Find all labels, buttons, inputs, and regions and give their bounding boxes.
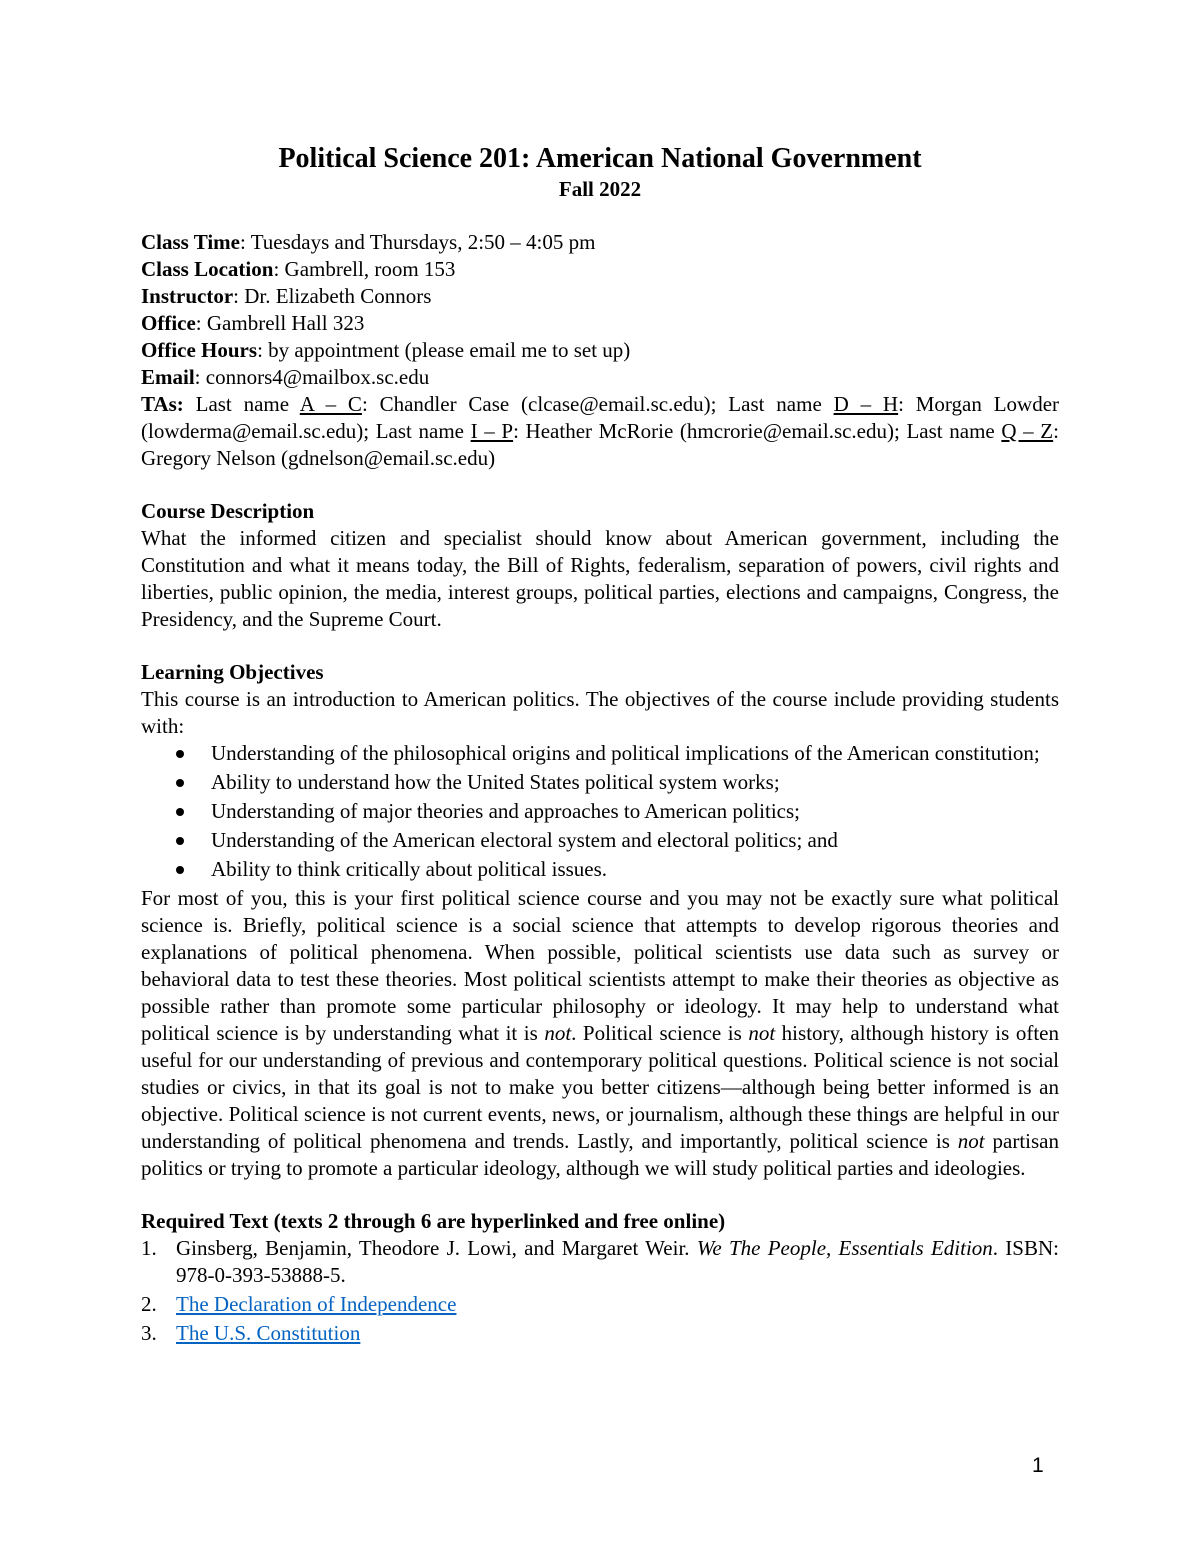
- office-row: [141, 310, 1059, 337]
- bullet-icon: [176, 808, 184, 816]
- emphasis-not: not: [957, 1129, 985, 1153]
- class-location-row: [141, 256, 1059, 283]
- list-item: [141, 769, 1059, 796]
- objective-text: Understanding of the American electoral system and electoral politics; and: [211, 828, 838, 852]
- email-label: Email: [141, 365, 195, 389]
- course-description-heading: Course Description: [141, 499, 315, 523]
- constitution-link[interactable]: The U.S. Constitution: [176, 1321, 361, 1345]
- bullet-icon: [176, 779, 184, 787]
- citation-text: . ISBN: 978-0-393-53888-5.: [176, 1236, 1059, 1287]
- list-item: [141, 1235, 1059, 1289]
- objective-text: Understanding of the philosophical origins and political implications of the American constitution;: [211, 741, 1040, 765]
- class-time-label: Class Time: [141, 230, 240, 254]
- instructor-row: [141, 283, 1059, 310]
- list-number: 1.: [141, 1236, 157, 1260]
- declaration-link[interactable]: The Declaration of Independence: [176, 1292, 457, 1316]
- office-hours-value: : by appointment (please email me to set up): [257, 338, 631, 362]
- book-title: We The People, Essentials Edition: [696, 1236, 993, 1260]
- objective-text: Understanding of major theories and approaches to American politics;: [211, 799, 800, 823]
- objective-text: Ability to understand how the United States political system works;: [211, 770, 780, 794]
- objective-text: Ability to think critically about political issues.: [211, 857, 608, 881]
- course-description-text: What the informed citizen and specialist should know about American government, including the Constitution and what it means today, the Bill of Rights, federalism, separation of powers, civil rights and liberties, public opinion, the media, interest groups, political parties, elections and campaigns, Congress, the Presidency, and the Supreme Court.: [141, 526, 1059, 631]
- instructor-label: Instructor: [141, 284, 234, 308]
- ta-range: I – P: [470, 419, 514, 443]
- paragraph-text: partisan politics or trying to promote a particular ideology, although we will study political parties and ideologies.: [141, 1129, 1060, 1180]
- page-number: 1: [1032, 1454, 1044, 1477]
- page-content: [141, 142, 1059, 1349]
- office-value: : Gambrell Hall 323: [195, 311, 365, 335]
- required-text-heading: Required Text (texts 2 through 6 are hyperlinked and free online): [141, 1209, 726, 1233]
- bullet-icon: [176, 866, 184, 874]
- instructor-value: : Dr. Elizabeth Connors: [233, 284, 432, 308]
- list-item: [141, 856, 1059, 883]
- paragraph-text: . Political science is: [571, 1021, 749, 1045]
- document-term: Fall 2022: [558, 177, 642, 201]
- list-item: [141, 740, 1059, 767]
- list-item: [141, 1320, 1059, 1347]
- email-value: : connors4@mailbox.sc.edu: [194, 365, 430, 389]
- office-hours-row: [141, 337, 1059, 364]
- ta-range: A – C: [299, 392, 362, 416]
- ta-text: : Gregory Nelson (gdnelson@email.sc.edu): [141, 419, 1059, 470]
- list-number: 2.: [141, 1292, 157, 1316]
- ta-text: Last name: [183, 392, 300, 416]
- tas-row: [141, 391, 1059, 472]
- office-label: Office: [141, 311, 196, 335]
- class-time-value: : Tuesdays and Thursdays, 2:50 – 4:05 pm: [240, 230, 596, 254]
- bullet-icon: [176, 750, 184, 758]
- ta-text: : Chandler Case (clcase@email.sc.edu); Last name: [361, 392, 834, 416]
- learning-objectives-intro: This course is an introduction to American politics. The objectives of the course include providing students with:: [141, 687, 1059, 738]
- ta-text: : Morgan Lowder (lowderma@email.sc.edu); Last name: [141, 392, 1060, 443]
- class-location-value: : Gambrell, room 153: [273, 257, 456, 281]
- objectives-list: [141, 740, 1059, 883]
- bullet-icon: [176, 837, 184, 845]
- emphasis-not: not: [748, 1021, 776, 1045]
- list-number: 3.: [141, 1321, 157, 1345]
- class-time-row: [141, 229, 1059, 256]
- office-hours-label: Office Hours: [141, 338, 258, 362]
- paragraph-text: For most of you, this is your first political science course and you may not be exactly sure what political science is. Briefly, political science is a social science that attempts to develop rigorous theories and explanations of political phenomena. When possible, political scientists use data such as survey or behavioral data to test these theories. Most political scientists attempt to make their theories as objective as possible rather than promote some particular philosophy or ideology. It may help to understand what political science is by understanding what it is: [141, 886, 1059, 1045]
- list-item: [141, 827, 1059, 854]
- political-science-paragraph: [141, 885, 1059, 1182]
- learning-objectives-heading: Learning Objectives: [141, 660, 324, 684]
- required-text-list: [141, 1235, 1059, 1347]
- list-item: [141, 798, 1059, 825]
- ta-range: Q – Z: [1001, 419, 1054, 443]
- tas-label: TAs:: [141, 392, 184, 416]
- ta-range: D – H: [833, 392, 899, 416]
- emphasis-not: not: [544, 1021, 572, 1045]
- email-row: [141, 364, 1059, 391]
- citation-text: Ginsberg, Benjamin, Theodore J. Lowi, and Margaret Weir.: [176, 1236, 697, 1260]
- paragraph-text: history, although history is often useful for our understanding of previous and contemporary political questions. Political science is not social studies or civics, in that its goal is not to make you better citizens—although being better informed is an objective. Political science is not current events, news, or journalism, although these things are helpful in our understanding of political phenomena and trends. Lastly, and importantly, political science is: [141, 1021, 1059, 1153]
- document-title: Political Science 201: American National Government: [278, 143, 922, 174]
- ta-text: : Heather McRorie (hmcrorie@email.sc.edu); Last name: [513, 419, 1002, 443]
- class-location-label: Class Location: [141, 257, 274, 281]
- list-item: [141, 1291, 1059, 1318]
